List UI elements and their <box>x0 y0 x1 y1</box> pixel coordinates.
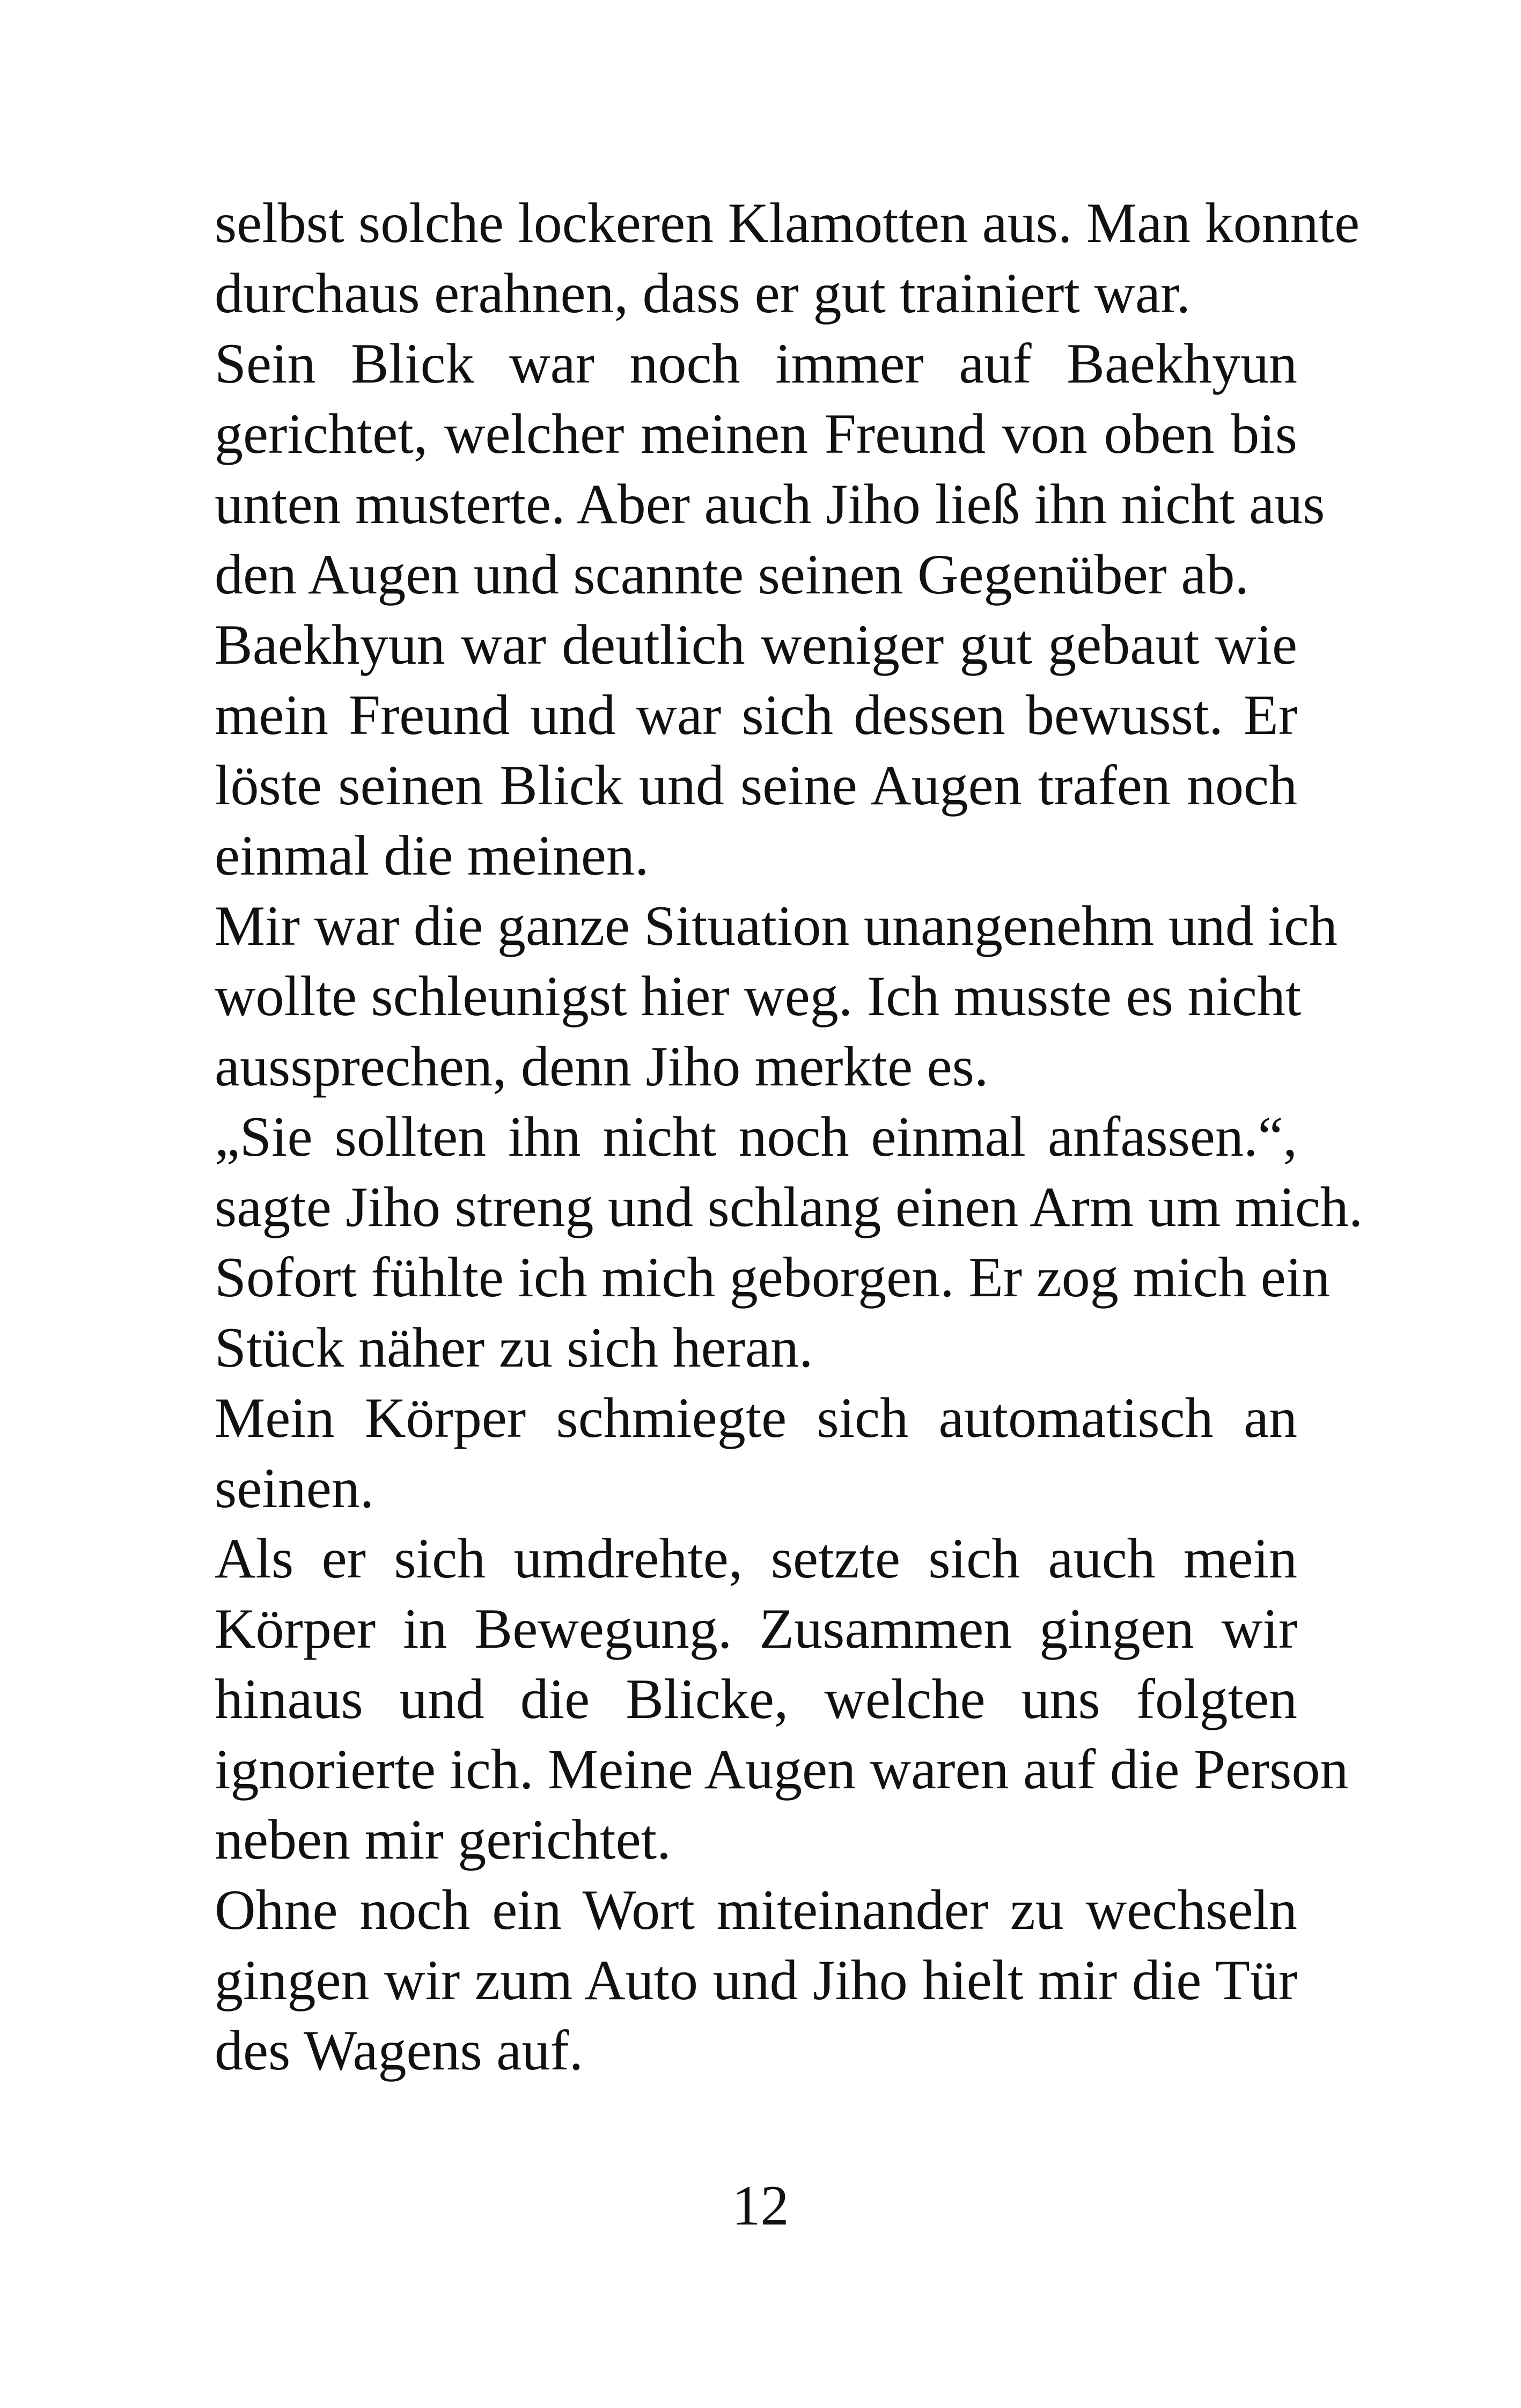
text-line: einmal die meinen. <box>215 824 649 887</box>
text-line: durchaus erahnen, dass er gut trainiert war. <box>215 262 1191 325</box>
text-line: hinaus und die Blicke, welche uns folgten <box>215 1668 1297 1730</box>
paragraph <box>215 1102 1363 1383</box>
paragraph <box>215 1523 1349 1875</box>
text-line: Stück näher zu sich heran. <box>215 1316 813 1379</box>
text-line: den Augen und scannte seinen Gegenüber ab. <box>215 543 1249 606</box>
text-line: Sein Blick war noch immer auf Baekhyun <box>215 332 1297 395</box>
paragraph <box>215 610 1297 891</box>
paragraph <box>215 188 1360 328</box>
text-line: neben mir gerichtet. <box>215 1808 671 1871</box>
text-line: wollte schleunigst hier weg. Ich musste es nicht <box>215 965 1302 1027</box>
text-line: ignorierte ich. Meine Augen waren auf die Person <box>215 1738 1349 1801</box>
page-number: 12 <box>732 2174 789 2237</box>
text-line: seinen. <box>215 1457 374 1519</box>
paragraph <box>215 328 1325 610</box>
text-line: mein Freund und war sich dessen bewusst. Er <box>215 684 1297 746</box>
text-line: gerichtet, welcher meinen Freund von oben bis <box>215 402 1297 465</box>
text-line: Baekhyun war deutlich weniger gut gebaut wie <box>215 613 1297 676</box>
body-text <box>215 188 1363 2086</box>
text-line: Sofort fühlte ich mich geborgen. Er zog mich ein <box>215 1246 1331 1309</box>
text-line: „Sie sollten ihn nicht noch einmal anfassen.“, <box>215 1105 1297 1168</box>
text-line: gingen wir zum Auto und Jiho hielt mir die Tür <box>215 1949 1297 2011</box>
text-line: Mein Körper schmiegte sich automatisch an <box>215 1386 1297 1449</box>
text-line: unten musterte. Aber auch Jiho ließ ihn nicht aus <box>215 473 1325 535</box>
text-line: löste seinen Blick und seine Augen trafen noch <box>215 754 1297 817</box>
paragraph <box>215 891 1338 1102</box>
text-line: sagte Jiho streng und schlang einen Arm um mich. <box>215 1176 1363 1238</box>
paragraph <box>215 1875 1297 2086</box>
text-line: Ohne noch ein Wort miteinander zu wechseln <box>215 1878 1297 1941</box>
text-line: Körper in Bewegung. Zusammen gingen wir <box>215 1597 1297 1660</box>
text-line: selbst solche lockeren Klamotten aus. Man konnte <box>215 192 1360 254</box>
text-line: Mir war die ganze Situation unangenehm und ich <box>215 894 1338 957</box>
paragraph <box>215 1383 1297 1523</box>
text-line: des Wagens auf. <box>215 2019 584 2082</box>
text-line: Als er sich umdrehte, setzte sich auch mein <box>215 1527 1297 1590</box>
text-line: aussprechen, denn Jiho merkte es. <box>215 1035 989 1098</box>
